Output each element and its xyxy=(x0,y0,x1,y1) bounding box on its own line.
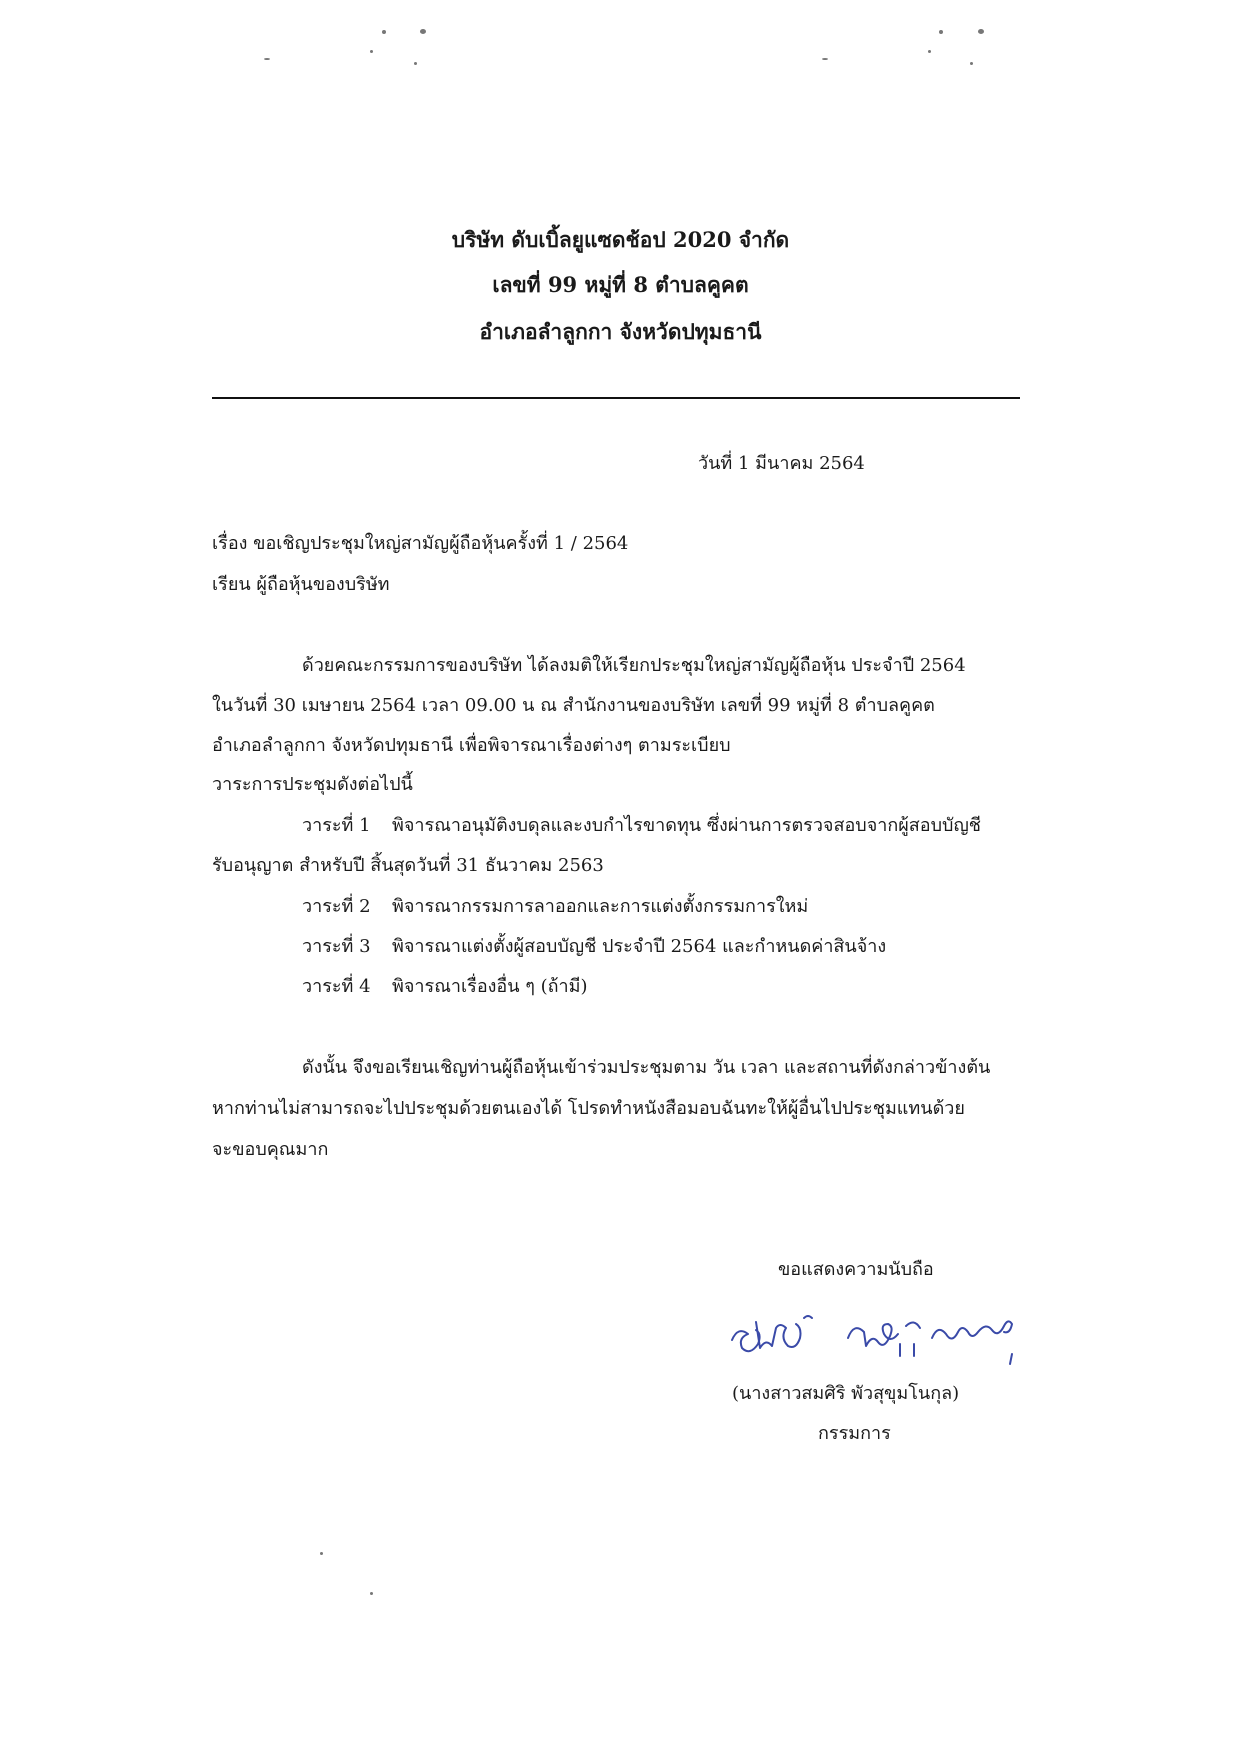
agenda-text: พิจารณาอนุมัติงบดุลและงบกำไรขาดทุน ซึ่งผ่านการตรวจสอบจากผู้สอบบัญชี xyxy=(392,815,982,836)
agenda-text: รับอนุญาต สำหรับปี สิ้นสุดวันที่ 31 ธันวาคม 2563 xyxy=(212,855,604,876)
header-divider xyxy=(212,397,1020,399)
scan-speck xyxy=(978,29,984,34)
agenda-text: พิจารณาแต่งตั้งผู้สอบบัญชี ประจำปี 2564 และกำหนดค่าสินจ้าง xyxy=(392,936,887,957)
scan-speck xyxy=(822,58,828,60)
agenda-label: วาระที่ 1 xyxy=(302,815,371,836)
company-name: บริษัท ดับเบิ้ลยูแซดช้อป 2020 จำกัด xyxy=(451,227,790,252)
scan-speck xyxy=(370,1592,373,1595)
scan-speck xyxy=(939,30,943,34)
letter-recipient: เรียน ผู้ถือหุ้นของบริษัท xyxy=(212,574,390,595)
scan-speck xyxy=(264,58,270,60)
handwritten-signature xyxy=(720,1300,1060,1370)
body-line: จะขอบคุณมาก xyxy=(212,1139,329,1160)
scan-speck xyxy=(370,50,373,53)
scan-speck xyxy=(414,62,417,65)
scan-speck xyxy=(970,62,973,65)
closing-regards: ขอแสดงความนับถือ xyxy=(778,1259,934,1280)
scan-speck xyxy=(320,1552,323,1555)
letter-subject: เรื่อง ขอเชิญประชุมใหญ่สามัญผู้ถือหุ้นครั้งที่ 1 / 2564 xyxy=(212,533,629,554)
scan-speck xyxy=(420,29,426,34)
body-line: ด้วยคณะกรรมการของบริษัท ได้ลงมติให้เรียกประชุมใหญ่สามัญผู้ถือหุ้น ประจำปี 2564 xyxy=(302,655,966,676)
company-address-line2: อำเภอลำลูกกา จังหวัดปทุมธานี xyxy=(479,319,762,344)
agenda-label: วาระที่ 4 xyxy=(302,976,371,997)
agenda-text: พิจารณาเรื่องอื่น ๆ (ถ้ามี) xyxy=(392,976,588,997)
body-line: วาระการประชุมดังต่อไปนี้ xyxy=(212,774,413,795)
agenda-text: พิจารณากรรมการลาออกและการแต่งตั้งกรรมการใหม่ xyxy=(392,896,809,917)
scan-speck xyxy=(928,50,931,53)
scan-speck xyxy=(382,30,386,34)
signatory-name: (นางสาวสมศิริ พัวสุขุมโนกุล) xyxy=(732,1383,960,1404)
agenda-label: วาระที่ 2 xyxy=(302,896,371,917)
body-line: อำเภอลำลูกกา จังหวัดปทุมธานี เพื่อพิจารณาเรื่องต่างๆ ตามระเบียบ xyxy=(212,735,731,756)
body-line: ในวันที่ 30 เมษายน 2564 เวลา 09.00 น ณ สำนักงานของบริษัท เลขที่ 99 หมู่ที่ 8 ตำบลคูคต xyxy=(212,695,935,716)
agenda-label: วาระที่ 3 xyxy=(302,936,371,957)
company-address-line1: เลขที่ 99 หมู่ที่ 8 ตำบลคูคต xyxy=(492,272,749,297)
body-line: ดังนั้น จึงขอเรียนเชิญท่านผู้ถือหุ้นเข้าร่วมประชุมตาม วัน เวลา และสถานที่ดังกล่าวข้างต้น xyxy=(302,1057,991,1078)
signatory-position: กรรมการ xyxy=(818,1423,891,1444)
letter-date: วันที่ 1 มีนาคม 2564 xyxy=(698,453,865,474)
body-line: หากท่านไม่สามารถจะไปประชุมด้วยตนเองได้ โปรดทำหนังสือมอบฉันทะให้ผู้อื่นไปประชุมแทนด้วย xyxy=(212,1098,965,1119)
